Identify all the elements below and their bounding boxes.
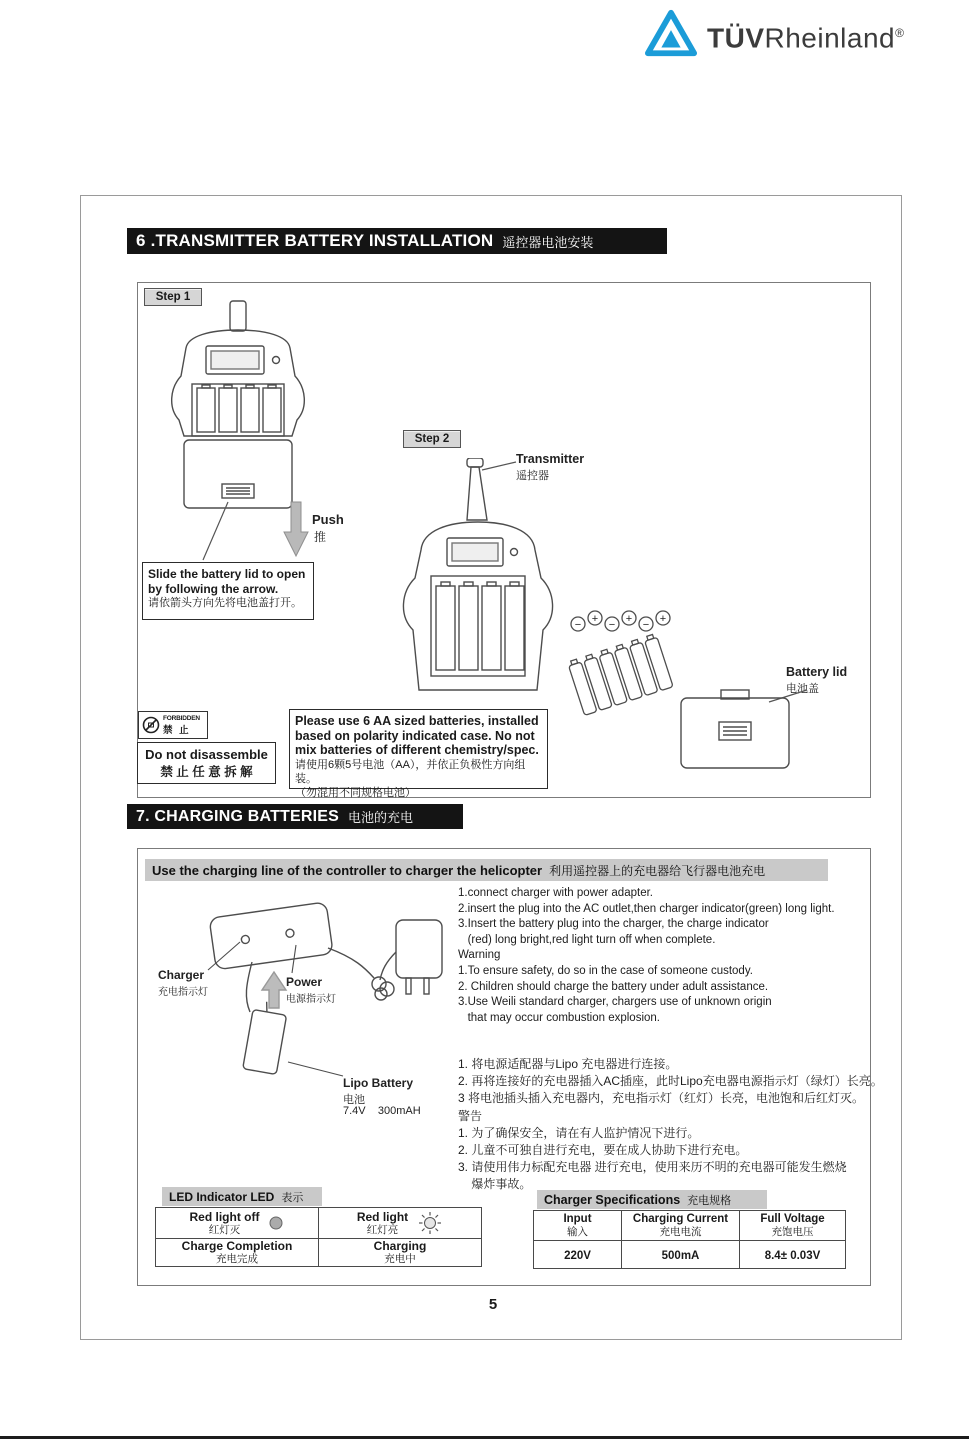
polarity-symbol: + <box>591 613 599 625</box>
charger-specifications-header <box>537 1190 767 1209</box>
charging-en: Charging <box>373 1239 427 1253</box>
led-indicator-header <box>162 1187 322 1206</box>
red-light-on-cn: 红灯亮 <box>366 1223 399 1236</box>
forbidden-label-cn: 禁 止 <box>163 724 191 736</box>
leader-line-transmitter <box>480 458 518 474</box>
led-cell-red-on <box>319 1208 482 1239</box>
aa-note-cn1: 请使用6颗5号电池（AA），并依正负极性方向组装。 <box>295 758 526 785</box>
led-header-en: LED Indicator LED <box>169 1189 275 1204</box>
push-arrow-icon <box>283 500 309 558</box>
use-line-en: Use the charging line of the controller to charger the helicopter <box>152 862 543 878</box>
transmitter-step1-drawing <box>150 300 330 520</box>
polarity-symbol: − <box>608 619 616 631</box>
led-cell-charge-completion <box>156 1239 319 1267</box>
spec-input-en: Input <box>563 1212 592 1225</box>
red-light-off-en: Red light off <box>189 1209 260 1224</box>
charger-label-cn: 充电指示灯 <box>158 987 208 998</box>
transmitter-label-cn: 遥控器 <box>516 470 549 482</box>
aa-batteries-drawing <box>568 608 688 718</box>
transmitter-step2-drawing <box>383 458 578 698</box>
section6-title-cn: 遥控器电池安装 <box>502 234 594 250</box>
aa-note-en: Please use 6 AA sized batteries, installed based on polarity indicated case. No not mix batteries of different chemistry/spec. <box>295 714 539 757</box>
spec-voltage-cn: 充饱电压 <box>771 1225 814 1238</box>
slide-note-box <box>142 562 314 620</box>
spec-input-cn: 输入 <box>567 1225 588 1238</box>
spec-header-en: Charger Specifications <box>544 1192 681 1207</box>
logo-rheinland: Rheinland <box>764 22 896 54</box>
red-light-off-cn: 红灯灭 <box>208 1223 241 1236</box>
spec-header-voltage <box>740 1211 846 1241</box>
tuv-rheinland-logo <box>645 8 904 63</box>
led-cell-charging <box>319 1239 482 1267</box>
led-table <box>155 1207 482 1267</box>
section6-header <box>127 228 667 254</box>
disassemble-cn: 禁 止 任 意 拆 解 <box>160 764 253 779</box>
slide-note-cn: 请依箭头方向先将电池盖打开。 <box>148 597 302 609</box>
power-label-cn: 电源指示灯 <box>286 994 336 1005</box>
spec-header-input <box>534 1211 622 1241</box>
polarity-symbol: + <box>659 613 667 625</box>
spec-header-current <box>622 1211 740 1241</box>
power-label: Power <box>286 975 323 989</box>
charge-completion-cn: 充电完成 <box>216 1253 258 1265</box>
disassemble-en: Do not disassemble <box>145 746 268 762</box>
spec-header-cn: 充电规格 <box>687 1194 732 1207</box>
tuv-triangle-icon <box>645 8 697 58</box>
aa-note-cn2: （勿混用不同规格电池） <box>295 786 416 799</box>
step2-chip <box>403 430 461 448</box>
spec-value-current: 500mA <box>622 1241 740 1269</box>
battery-lid-label-cn: 电池盖 <box>786 683 819 695</box>
charger-label: Charger <box>158 968 205 982</box>
push-label-cn: 推 <box>314 530 327 544</box>
spec-value-voltage: 8.4± 0.03V <box>740 1241 846 1269</box>
page-number: 5 <box>488 1296 498 1313</box>
logo-text <box>707 8 904 63</box>
polarity-symbol: − <box>642 619 650 631</box>
do-not-disassemble-box <box>137 742 276 784</box>
use-charging-line-bar <box>145 859 828 881</box>
aa-note-box <box>289 709 548 799</box>
lipo-battery-spec: 7.4V 300mAH <box>343 1105 421 1117</box>
spec-voltage-en: Full Voltage <box>760 1212 825 1225</box>
charging-instructions-en: 1.connect charger with power adapter. 2.insert the plug into the AC outlet,then charger indicator(green) long light. 3.Insert the battery plug into the charger, the charge indicator (red) long bright,red light turn off when complete. Warning 1.To ensure safety, do so in the case of someone custody. 2. Children should charge the battery under adult assistance. 3.Use Weili standard charger, chargers use of unknown origin that may occur combustion explosion. <box>458 887 835 1024</box>
led-cell-red-off <box>156 1208 319 1239</box>
forbidden-icon <box>142 716 160 734</box>
charge-completion-en: Charge Completion <box>181 1239 293 1253</box>
section7-header <box>127 804 463 829</box>
use-line-cn: 利用遥控器上的充电器给飞行器电池充电 <box>549 863 766 878</box>
push-label: Push <box>312 512 344 527</box>
forbidden-texts <box>163 715 200 736</box>
leader-line-slide-note <box>183 500 243 564</box>
charging-cn: 充电中 <box>384 1253 416 1265</box>
led-off-icon <box>268 1215 284 1231</box>
logo-registered-mark: ® <box>895 26 905 40</box>
spec-current-cn: 充电电流 <box>659 1225 702 1238</box>
polarity-symbol: + <box>625 613 633 625</box>
logo-tuv: TÜV <box>707 22 765 54</box>
lipo-battery-label: Lipo Battery <box>343 1076 414 1090</box>
transmitter-label: Transmitter <box>516 452 585 466</box>
step1-label: Step 1 <box>155 291 191 303</box>
forbidden-label-en: FORBIDDEN <box>163 714 200 722</box>
led-header-cn: 表示 <box>281 1191 304 1204</box>
battery-lid-drawing <box>675 680 795 775</box>
bottom-rule <box>0 1436 969 1439</box>
section7-title-cn: 电池的充电 <box>348 810 414 825</box>
forbidden-box <box>138 711 208 739</box>
step2-label: Step 2 <box>414 433 450 445</box>
slide-note-en: Slide the battery lid to open by following the arrow. <box>148 567 306 596</box>
red-light-on-en: Red light <box>356 1209 409 1224</box>
battery-lid-label: Battery lid <box>786 665 848 679</box>
led-on-icon <box>417 1211 443 1235</box>
charging-instructions-cn: 1. 将电源适配器与Lipo 充电器进行连接。 2. 再将连接好的充电器插入AC插座，此时Lipo充电器电源指示灯（绿灯）长亮。 3 将电池插头插入充电器内，充电指示灯（红灯）长亮，电池饱和后红灯灭。 警告 1. 为了确保安全，请在有人监护情况下进行。 2. 儿童不可独自进行充电，要在成人协助下进行充电。 3. 请使用伟力标配充电器 进行充电，使用来历不明的充电器可能发生燃烧 爆炸事故。 <box>458 1057 883 1192</box>
polarity-symbol: − <box>574 619 582 631</box>
spec-table <box>533 1210 846 1269</box>
section6-title: 6 .TRANSMITTER BATTERY INSTALLATION <box>136 231 494 250</box>
spec-current-en: Charging Current <box>632 1212 729 1225</box>
lipo-battery-label-cn: 电池 <box>343 1094 365 1106</box>
spec-value-input: 220V <box>534 1241 622 1269</box>
section7-title: 7. CHARGING BATTERIES <box>136 807 340 825</box>
